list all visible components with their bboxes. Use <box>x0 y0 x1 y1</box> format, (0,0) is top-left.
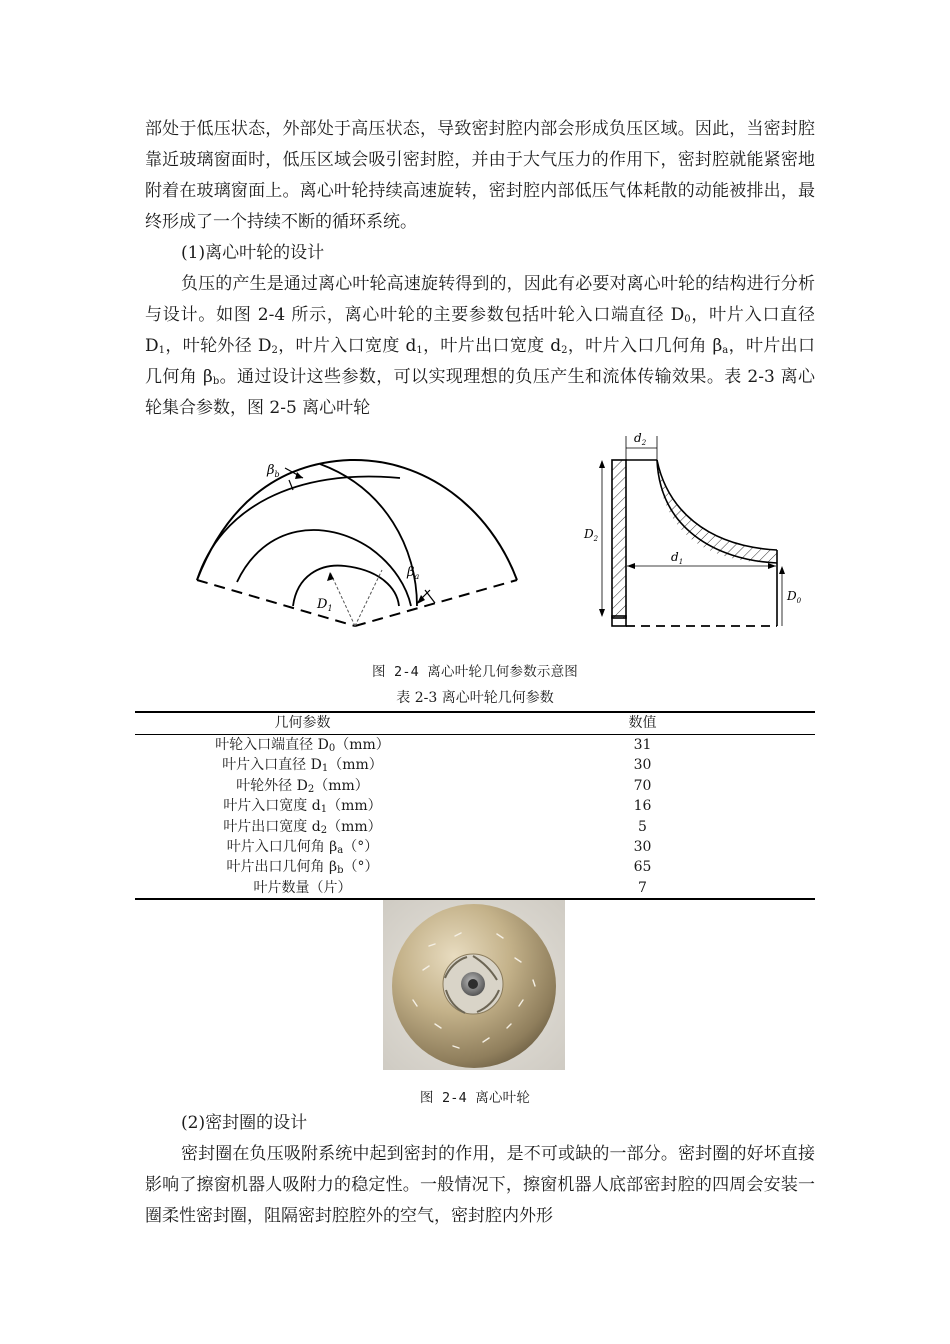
p2-sub-5: 2 <box>561 345 568 356</box>
param-value: 5 <box>638 818 647 835</box>
param-name: 叶片入口直径 $D_1(mm)$ <box>222 757 383 775</box>
param-value: 65 <box>633 859 652 876</box>
section-heading-impeller: (1)离心叶轮的设计 <box>181 243 325 263</box>
label-D0: $D_0$ <box>787 589 802 605</box>
p2-text-7: ，叶片出口几何角 β <box>145 336 816 387</box>
p2-sub-6: a <box>722 345 729 356</box>
p2-text-2: ，叶片入口直径 D <box>145 305 815 356</box>
table-row <box>135 776 815 796</box>
table-row <box>135 755 815 775</box>
label-d1: $d_1$ <box>671 550 684 566</box>
blade-curve-1 <box>197 476 400 580</box>
header-parameter: 几何参数 <box>135 712 470 735</box>
paragraph-impeller-design <box>145 269 815 424</box>
paragraph-seal-design: 密封圈在负压吸附系统中起到密封的作用，是不可或缺的一部分。密封圈的好坏直接影响了擦窗机器人吸附力的稳定性。一般情况下，擦窗机器人底部密封腔的四周会安装一圈柔性密封圈，阻隔密封腔腔外的空气，密封腔内外形 <box>145 1144 815 1226</box>
radius-arrow-head <box>327 572 334 581</box>
p2-sub-7: b <box>212 376 220 387</box>
outer-arc <box>197 460 517 580</box>
back-plate <box>612 460 626 618</box>
param-name: 叶轮入口端直径 $D_0(mm)$ <box>215 737 390 754</box>
D2-arrow-bottom <box>599 609 605 617</box>
label-beta-a: $\beta_a$ <box>407 565 420 581</box>
d1-arrow-right <box>768 563 776 569</box>
figure-caption-geometry: 图 2-4 离心叶轮几何参数示意图 <box>371 664 579 680</box>
D0-arrow-top <box>779 566 785 574</box>
param-value: 31 <box>633 737 652 753</box>
param-value: 7 <box>470 878 815 899</box>
param-name: 叶片入口宽度 $d_1(mm)$ <box>223 798 382 816</box>
param-value: 30 <box>633 839 652 856</box>
impeller-blade-diagram <box>185 448 525 638</box>
param-value: 30 <box>633 757 652 774</box>
p2-text-4: ，叶片入口宽度 d <box>277 336 417 356</box>
radius-line-right <box>355 570 382 626</box>
p2-sub-4: 1 <box>416 345 423 356</box>
impeller-photo <box>383 900 565 1070</box>
hub-bore <box>468 979 478 989</box>
table-row <box>135 735 815 756</box>
label-beta-b: $\beta_b$ <box>267 463 280 479</box>
p2-sub-2: 1 <box>158 345 166 356</box>
table-row <box>135 837 815 857</box>
param-name: 叶片数量（片） <box>135 878 470 899</box>
param-name: 叶片出口宽度 $d_2(mm)$ <box>223 818 382 836</box>
label-d2-top: $d_2$ <box>634 431 647 447</box>
param-name: 叶轮外径 $D_2(mm)$ <box>236 777 369 795</box>
label-D2: $D_2$ <box>584 527 599 543</box>
radius-line-left <box>330 572 355 626</box>
p2-text-8: 。通过设计这些参数，可以实现理想的负压产生和流体传输效果。表 2-3 离心轮集合参数，图 2-5 离心叶轮 <box>145 367 816 418</box>
dashed-base-right <box>355 580 517 626</box>
table-row <box>135 857 815 877</box>
p2-text-1: 负压的产生是通过离心叶轮高速旋转得到的，因此有必要对离心叶轮的结构进行分析与设计。如图 2-4 所示，离心叶轮的主要参数包括叶轮入口端直径 D <box>145 274 815 325</box>
beta-b-arrow-head <box>295 472 303 479</box>
table-header-row <box>135 712 815 735</box>
impeller-section-diagram <box>575 428 815 638</box>
p2-sub-3: 2 <box>271 345 278 356</box>
param-name: 叶片出口几何角 $\beta_b(^\circ)$ <box>226 859 379 877</box>
paragraph-intro: 部处于低压状态，外部处于高压状态，导致密封腔内部会形成负压区域。因此，当密封腔靠近玻璃窗面时，低压区域会吸引密封腔，并由于大气压力的作用下，密封腔就能紧密地附着在玻璃窗面上。离心叶轮持续高速旋转，密封腔内部低压气体耗散的动能被排出，最终形成了一个持续不断的循环系统。 <box>145 119 815 232</box>
figure-caption-impeller: 图 2-4 离心叶轮 <box>419 1090 531 1106</box>
table-row <box>135 878 815 899</box>
p2-text-6: ，叶片入口几何角 β <box>567 336 723 356</box>
param-value: 70 <box>633 777 652 794</box>
beta-a-arrow-2 <box>425 590 435 603</box>
table-row <box>135 817 815 837</box>
D2-arrow-top <box>599 460 605 468</box>
param-value: 16 <box>633 798 652 815</box>
label-d1: $D_1$ <box>317 597 333 613</box>
dashed-base-left <box>197 580 355 626</box>
header-value: 数值 <box>470 712 815 735</box>
p2-text-5: ，叶片出口宽度 d <box>422 336 562 356</box>
p2-sub-1: 0 <box>684 314 691 325</box>
table-caption: 表 2-3 离心叶轮几何参数 <box>396 690 554 706</box>
p2-text-3: ，叶轮外径 D <box>165 336 272 356</box>
param-name: 叶片入口几何角 $\beta_a(^\circ)$ <box>226 839 379 857</box>
table-row <box>135 796 815 816</box>
impeller-parameters-table <box>135 711 815 900</box>
d1-arrow-left <box>627 563 635 569</box>
section-heading-seal: (2)密封圈的设计 <box>181 1113 308 1133</box>
inner-arc <box>293 566 399 606</box>
